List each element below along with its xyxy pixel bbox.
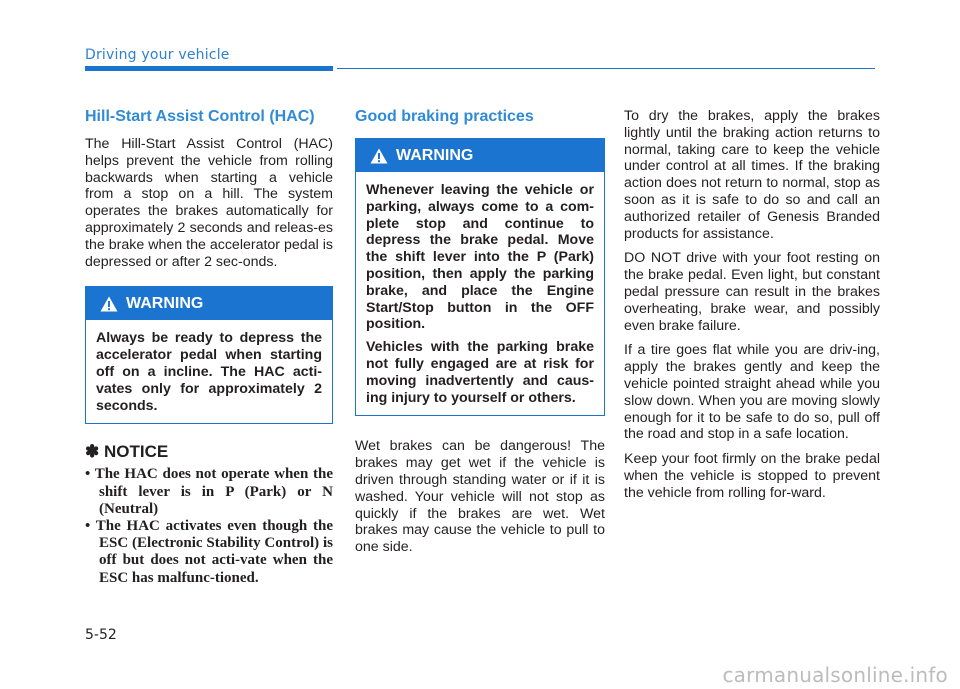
braking-warning-paragraph: Whenever leaving the vehicle or parking, always come to a com-plete stop and continue to depress the brake pedal. Move the shift lever into the P (Park) position, then apply the parking brake, and place the Engine Start/Stop button in the OFF position. [366,182,594,333]
braking-warning-body [356,172,604,415]
hac-warning-box [85,286,333,424]
braking-heading: Good braking practices [355,108,534,125]
notice-item: • The HAC does not operate when the shift lever is in P (Park) or N (Neutral) [85,466,333,518]
header-rule [337,68,875,69]
notice-list [85,466,333,586]
hac-warning-label: WARNING [126,294,204,312]
notice-heading: ✽ NOTICE [85,442,169,462]
notice-item: • The HAC activates even though the ESC (Electronic Stability Control) is off but does not acti-vate when the ESC has malfunc-tioned. [85,518,333,587]
braking-warning-paragraph: Vehicles with the parking brake not fully engaged are at risk for moving inadvertently and caus-ing injury to yourself or others. [366,339,594,406]
warning-triangle-icon [100,296,118,312]
hac-warning-header [86,287,332,320]
watermark: carmanualsonline.info [722,663,948,687]
header-rule-accent [85,66,333,71]
hac-warning-text: Always be ready to depress the accelerator pedal when starting off on a incline. The HAC acti-vates only for approximately 2 seconds. [96,330,322,414]
hac-heading: Hill-Start Assist Control (HAC) [85,108,315,125]
body-paragraph: DO NOT drive with your foot resting on the brake pedal. Even light, but constant pedal pressure can result in the brakes overheating, brake wear, and possibly even brake failure. [624,250,880,334]
hac-warning-body [86,320,332,423]
braking-warning-label: WARNING [396,146,474,164]
page-number: 5-52 [85,627,117,643]
wet-brakes-paragraph: Wet brakes can be dangerous! The brakes may get wet if the vehicle is driven through standing water or if it is washed. Your vehicle will not stop as quickly if the brakes are wet. Wet brakes may cause the vehicle to pull to one side. [355,438,605,556]
column-middle [355,108,605,564]
body-paragraph: Keep your foot firmly on the brake pedal when the vehicle is stopped to prevent the vehicle from rolling for-ward. [624,451,880,501]
column-left [85,108,333,587]
column-right [624,108,880,510]
section-header-title: Driving your vehicle [85,47,230,63]
hac-body: The Hill-Start Assist Control (HAC) helps prevent the vehicle from rolling backwards when starting a vehicle from a stop on a hill. The system operates the brakes automatically for approximately 2 seconds and releas-es the brake when the accelerator pedal is depressed or after 2 sec-onds. [85,136,333,270]
body-paragraph: If a tire goes flat while you are driv-ing, apply the brakes gently and keep the vehicle pointed straight ahead while you slow down. When you are moving slowly enough for it to be safe to do so, pull off the road and stop in a safe location. [624,342,880,443]
braking-warning-header [356,139,604,172]
braking-warning-box [355,138,605,416]
body-paragraph: To dry the brakes, apply the brakes lightly until the braking action returns to normal, taking care to keep the vehicle under control at all times. If the braking action does not return to normal, stop as soon as it is safe to do so and call an authorized retailer of Genesis Branded products for assistance. [624,108,880,242]
warning-triangle-icon [370,148,388,164]
